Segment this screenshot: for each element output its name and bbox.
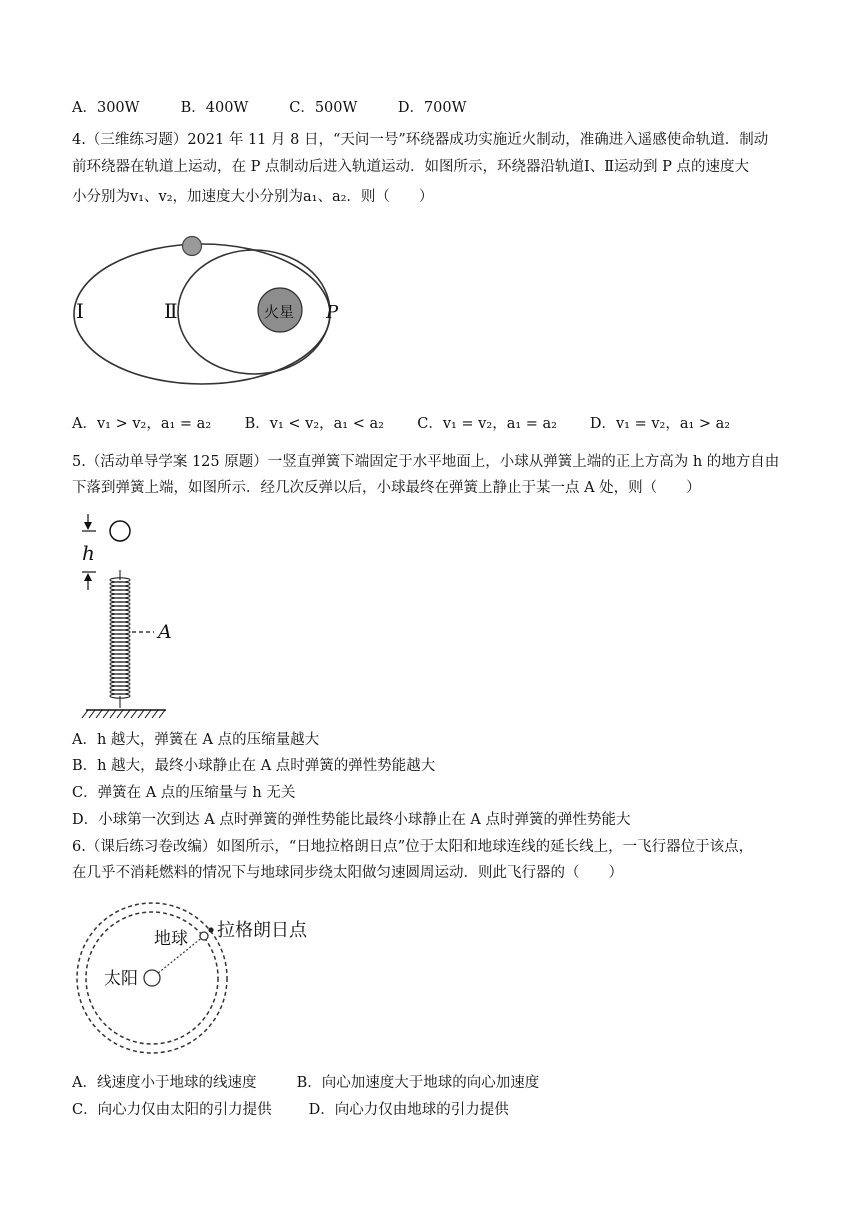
q6-stem-line-1: 6.（课后练习卷改编）如图所示，“日地拉格朗日点”位于太阳和地球连线的延长线上，一飞行器位于该点， <box>72 839 754 855</box>
q3-option-b: B．400W <box>180 100 249 116</box>
q5-stem-line-2: 下落到弹簧上端，如图所示．经几次反弹以后，小球最终在弹簧上静止于某一点 A 处，则（ ） <box>72 480 701 496</box>
q4-option-c: C．v₁ = v₂，a₁ = a₂ <box>417 416 557 432</box>
point-p-label: P <box>326 302 339 323</box>
q5-option-b: B．h 越大，最终小球静止在 A 点时弹簧的弹性势能越大 <box>72 758 436 774</box>
sun-label: 太阳 <box>104 969 138 989</box>
lagrange-point <box>208 927 213 932</box>
earth-label: 地球 <box>154 929 188 949</box>
q4-option-b: B．v₁ < v₂，a₁ < a₂ <box>244 416 384 432</box>
q3-option-c: C．500W <box>289 100 358 116</box>
q6-options-row-2 <box>72 1100 509 1120</box>
q6-stem-line-2: 在几乎不消耗燃料的情况下与地球同步绕太阳做匀速圆周运动．则此飞行器的（ ） <box>72 865 623 881</box>
q5-spring-figure <box>78 508 188 724</box>
earth <box>200 932 208 940</box>
q4-options <box>72 414 730 434</box>
height-label: h <box>82 541 95 565</box>
mars-label: 火星 <box>264 303 295 321</box>
orbit-2-label: Ⅱ <box>164 299 178 323</box>
q5-option-d: D．小球第一次到达 A 点时弹簧的弹性势能比最终小球静止在 A 点时弹簧的弹性势能大 <box>72 812 631 828</box>
q6-option-c: C．向心力仅由太阳的引力提供 <box>72 1102 272 1118</box>
q6-option-d: D．向心力仅由地球的引力提供 <box>308 1102 509 1118</box>
q6-option-a: A．线速度小于地球的线速度 <box>72 1075 257 1091</box>
orbiter <box>183 237 202 256</box>
q4-orbit-figure <box>70 230 360 390</box>
q4-stem-line-2: 前环绕器在轨道上运动，在 P 点制动后进入轨道运动．如图所示，环绕器沿轨道Ⅰ、Ⅱ运动到 P 点的速度大 <box>72 159 750 175</box>
point-a-label: A <box>158 621 172 643</box>
q5-stem-line-1: 5.（活动单导学案 125 原题）一竖直弹簧下端固定于水平地面上，小球从弹簧上端的正上方高为 h 的地方自由 <box>72 454 780 470</box>
q6-option-b: B．向心加速度大于地球的向心加速度 <box>296 1075 540 1091</box>
q4-option-d: D．v₁ = v₂，a₁ > a₂ <box>589 416 731 432</box>
q4-stem-line-1: 4.（三维练习题）2021 年 11 月 8 日，“天问一号”环绕器成功实施近火制动，准确进入遥感使命轨道．制动 <box>72 132 769 148</box>
q4-option-a: A．v₁ > v₂，a₁ = a₂ <box>72 416 212 432</box>
orbit-1-label: Ⅰ <box>76 299 84 323</box>
q3-option-a: A．300W <box>72 100 140 116</box>
q6-options-row-1 <box>72 1073 539 1093</box>
q5-option-a: A．h 越大，弹簧在 A 点的压缩量越大 <box>72 732 320 748</box>
lagrange-label: 拉格朗日点 <box>217 920 307 941</box>
orbit-2 <box>178 250 330 374</box>
q4-stem-line-3: 小分别为v₁、v₂，加速度大小分别为a₁、a₂．则（ ） <box>72 189 434 205</box>
ball <box>110 521 130 541</box>
sun <box>144 970 160 986</box>
spring <box>110 570 130 708</box>
q3-options <box>72 98 467 118</box>
q5-option-c: C．弹簧在 A 点的压缩量与 h 无关 <box>72 785 296 801</box>
q6-lagrange-figure <box>72 900 332 1060</box>
q3-option-d: D．700W <box>397 100 467 116</box>
